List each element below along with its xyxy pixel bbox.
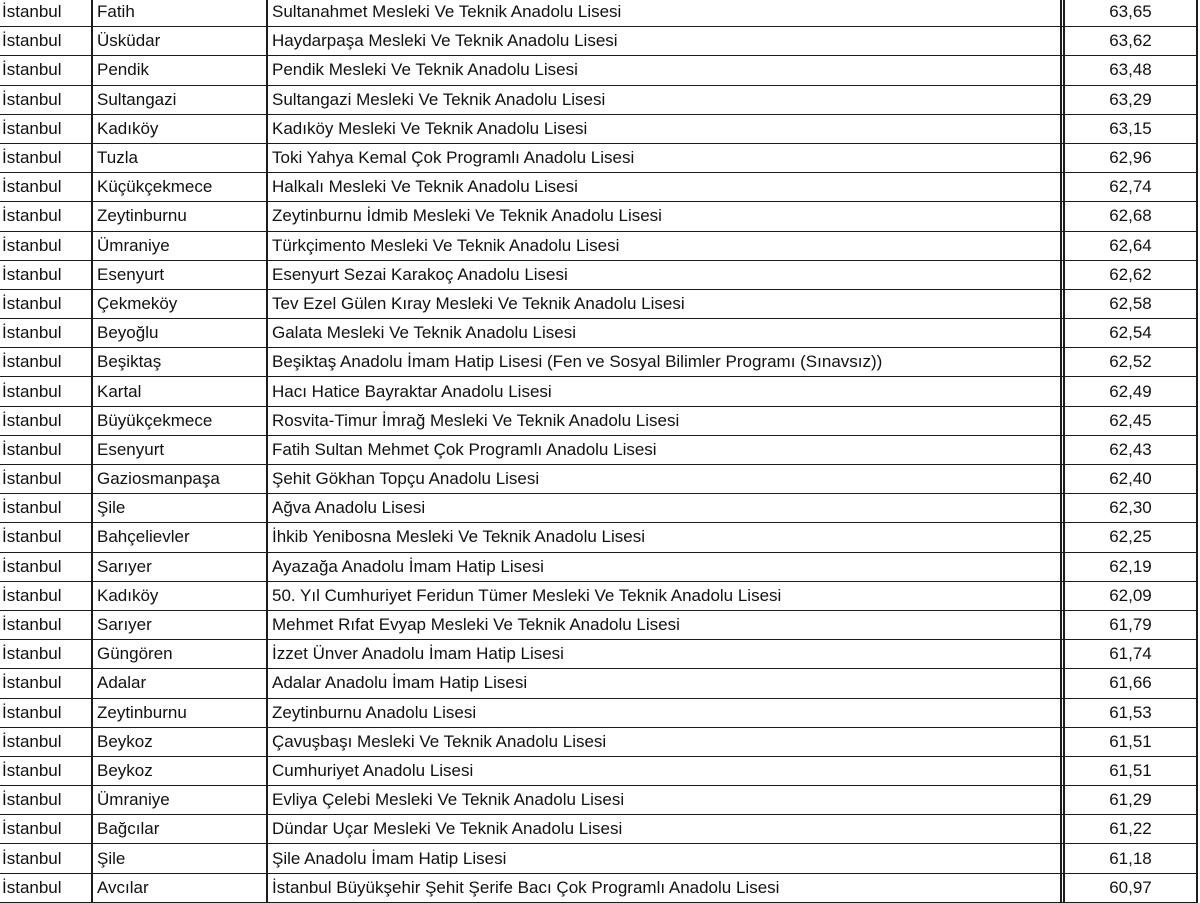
- district-cell: [92, 756, 267, 785]
- score-cell: [1064, 85, 1197, 114]
- province-cell: [0, 786, 92, 815]
- district-cell: [92, 289, 267, 318]
- province-cell: [0, 377, 92, 406]
- province-text: İstanbul: [2, 585, 62, 605]
- school-name-cell: [267, 669, 1061, 698]
- province-text: İstanbul: [2, 381, 62, 401]
- score-text: 62,96: [1109, 148, 1152, 168]
- district-text: Şile: [97, 498, 126, 518]
- table-row: [0, 231, 1200, 260]
- score-cell: [1064, 27, 1197, 56]
- district-text: Beşiktaş: [97, 352, 162, 372]
- province-text: İstanbul: [2, 264, 62, 284]
- score-cell: [1064, 143, 1197, 172]
- score-cell: [1064, 669, 1197, 698]
- school-name-cell: [267, 173, 1061, 202]
- district-text: Kartal: [97, 381, 142, 401]
- school-name-text: Şile Anadolu İmam Hatip Lisesi: [272, 848, 507, 868]
- table-row: [0, 435, 1200, 464]
- district-cell: [92, 873, 267, 902]
- school-name-cell: [267, 260, 1061, 289]
- table-row: [0, 143, 1200, 172]
- province-cell: [0, 581, 92, 610]
- district-text: Esenyurt: [97, 439, 165, 459]
- province-text: İstanbul: [2, 469, 62, 489]
- province-text: İstanbul: [2, 702, 62, 722]
- school-name-cell: [267, 465, 1061, 494]
- score-cell: [1064, 465, 1197, 494]
- school-name-text: Zeytinburnu Anadolu Lisesi: [272, 702, 477, 722]
- school-name-cell: [267, 581, 1061, 610]
- province-cell: [0, 406, 92, 435]
- province-cell: [0, 0, 92, 27]
- score-text: 63,65: [1109, 2, 1152, 22]
- district-cell: [92, 727, 267, 756]
- province-text: İstanbul: [2, 644, 62, 664]
- province-text: İstanbul: [2, 790, 62, 810]
- school-name-cell: [267, 143, 1061, 172]
- province-text: İstanbul: [2, 293, 62, 313]
- table-row: [0, 85, 1200, 114]
- school-name-text: Tev Ezel Gülen Kıray Mesleki Ve Teknik Anadolu Lisesi: [272, 293, 685, 313]
- school-name-text: Pendik Mesleki Ve Teknik Anadolu Lisesi: [272, 60, 578, 80]
- district-text: Üsküdar: [97, 31, 161, 51]
- district-cell: [92, 815, 267, 844]
- table-row: [0, 173, 1200, 202]
- district-cell: [92, 523, 267, 552]
- district-text: Fatih: [97, 2, 135, 22]
- score-text: 63,62: [1109, 31, 1152, 51]
- score-cell: [1064, 0, 1197, 27]
- score-text: 62,62: [1109, 264, 1152, 284]
- province-cell: [0, 56, 92, 85]
- district-text: Esenyurt: [97, 264, 165, 284]
- district-cell: [92, 640, 267, 669]
- district-text: Zeytinburnu: [97, 206, 187, 226]
- province-text: İstanbul: [2, 352, 62, 372]
- province-text: İstanbul: [2, 148, 62, 168]
- school-name-text: Halkalı Mesleki Ve Teknik Anadolu Lisesi: [272, 177, 578, 197]
- school-name-cell: [267, 873, 1061, 902]
- province-text: İstanbul: [2, 673, 62, 693]
- score-cell: [1064, 289, 1197, 318]
- province-text: İstanbul: [2, 556, 62, 576]
- score-cell: [1064, 173, 1197, 202]
- school-name-cell: [267, 348, 1061, 377]
- province-cell: [0, 640, 92, 669]
- table-row: [0, 523, 1200, 552]
- score-cell: [1064, 231, 1197, 260]
- province-cell: [0, 465, 92, 494]
- score-cell: [1064, 260, 1197, 289]
- score-cell: [1064, 523, 1197, 552]
- school-name-text: Toki Yahya Kemal Çok Programlı Anadolu Lisesi: [272, 148, 635, 168]
- province-cell: [0, 523, 92, 552]
- province-cell: [0, 202, 92, 231]
- table-row: [0, 114, 1200, 143]
- school-name-cell: [267, 406, 1061, 435]
- province-cell: [0, 669, 92, 698]
- score-cell: [1064, 406, 1197, 435]
- district-text: Ümraniye: [97, 790, 170, 810]
- district-cell: [92, 552, 267, 581]
- school-name-text: İhkib Yenibosna Mesleki Ve Teknik Anadolu Lisesi: [272, 527, 645, 547]
- table-row: [0, 319, 1200, 348]
- school-name-text: İzzet Ünver Anadolu İmam Hatip Lisesi: [272, 644, 564, 664]
- school-name-text: Hacı Hatice Bayraktar Anadolu Lisesi: [272, 381, 552, 401]
- district-text: Beykoz: [97, 760, 153, 780]
- table-row: [0, 698, 1200, 727]
- score-cell: [1064, 202, 1197, 231]
- province-cell: [0, 494, 92, 523]
- table-row: [0, 552, 1200, 581]
- province-text: İstanbul: [2, 848, 62, 868]
- province-cell: [0, 143, 92, 172]
- score-text: 61,22: [1109, 819, 1152, 839]
- district-cell: [92, 786, 267, 815]
- district-cell: [92, 260, 267, 289]
- province-text: İstanbul: [2, 819, 62, 839]
- school-name-cell: [267, 640, 1061, 669]
- province-text: İstanbul: [2, 760, 62, 780]
- district-cell: [92, 85, 267, 114]
- table-row: [0, 465, 1200, 494]
- province-text: İstanbul: [2, 498, 62, 518]
- district-text: Bağcılar: [97, 819, 160, 839]
- school-name-cell: [267, 727, 1061, 756]
- district-cell: [92, 114, 267, 143]
- score-text: 62,40: [1109, 469, 1152, 489]
- school-name-text: Ayazağa Anadolu İmam Hatip Lisesi: [272, 556, 544, 576]
- score-text: 62,45: [1109, 410, 1152, 430]
- score-text: 63,15: [1109, 118, 1152, 138]
- district-text: Adalar: [97, 673, 147, 693]
- school-name-text: Adalar Anadolu İmam Hatip Lisesi: [272, 673, 528, 693]
- province-cell: [0, 552, 92, 581]
- district-text: Avcılar: [97, 877, 149, 897]
- province-cell: [0, 873, 92, 902]
- score-cell: [1064, 348, 1197, 377]
- district-cell: [92, 348, 267, 377]
- school-name-cell: [267, 56, 1061, 85]
- province-cell: [0, 435, 92, 464]
- province-text: İstanbul: [2, 527, 62, 547]
- school-name-text: Fatih Sultan Mehmet Çok Programlı Anadolu Lisesi: [272, 439, 657, 459]
- score-text: 62,64: [1109, 235, 1152, 255]
- score-text: 62,25: [1109, 527, 1152, 547]
- district-cell: [92, 610, 267, 639]
- province-cell: [0, 114, 92, 143]
- score-text: 63,48: [1109, 60, 1152, 80]
- score-cell: [1064, 435, 1197, 464]
- province-cell: [0, 844, 92, 873]
- table-row: [0, 756, 1200, 785]
- district-cell: [92, 465, 267, 494]
- school-name-text: Ağva Anadolu Lisesi: [272, 498, 426, 518]
- district-cell: [92, 143, 267, 172]
- table-row: [0, 56, 1200, 85]
- score-text: 61,74: [1109, 644, 1152, 664]
- district-cell: [92, 202, 267, 231]
- score-text: 62,52: [1109, 352, 1152, 372]
- score-text: 61,29: [1109, 790, 1152, 810]
- school-name-cell: [267, 0, 1061, 27]
- school-name-text: Esenyurt Sezai Karakoç Anadolu Lisesi: [272, 264, 568, 284]
- school-name-cell: [267, 756, 1061, 785]
- school-name-text: İstanbul Büyükşehir Şehit Şerife Bacı Çok Programlı Anadolu Lisesi: [272, 877, 780, 897]
- school-name-text: Mehmet Rıfat Evyap Mesleki Ve Teknik Anadolu Lisesi: [272, 615, 680, 635]
- district-cell: [92, 377, 267, 406]
- district-text: Güngören: [97, 644, 173, 664]
- table-row: [0, 873, 1200, 902]
- school-name-cell: [267, 610, 1061, 639]
- score-text: 61,18: [1109, 848, 1152, 868]
- table-row: [0, 202, 1200, 231]
- score-cell: [1064, 319, 1197, 348]
- school-name-text: Dündar Uçar Mesleki Ve Teknik Anadolu Lisesi: [272, 819, 623, 839]
- district-text: Küçükçekmece: [97, 177, 213, 197]
- province-text: İstanbul: [2, 60, 62, 80]
- school-name-cell: [267, 27, 1061, 56]
- province-cell: [0, 756, 92, 785]
- province-cell: [0, 289, 92, 318]
- district-cell: [92, 435, 267, 464]
- score-text: 61,51: [1109, 731, 1152, 751]
- school-name-text: Cumhuriyet Anadolu Lisesi: [272, 760, 474, 780]
- province-cell: [0, 610, 92, 639]
- score-text: 62,30: [1109, 498, 1152, 518]
- province-cell: [0, 348, 92, 377]
- school-name-text: Evliya Çelebi Mesleki Ve Teknik Anadolu Lisesi: [272, 790, 625, 810]
- province-cell: [0, 173, 92, 202]
- score-text: 61,51: [1109, 760, 1152, 780]
- score-cell: [1064, 494, 1197, 523]
- district-text: Zeytinburnu: [97, 702, 187, 722]
- school-name-cell: [267, 377, 1061, 406]
- table-row: [0, 786, 1200, 815]
- score-cell: [1064, 581, 1197, 610]
- district-text: Tuzla: [97, 148, 138, 168]
- table-row: [0, 377, 1200, 406]
- district-text: Ümraniye: [97, 235, 170, 255]
- school-name-cell: [267, 815, 1061, 844]
- score-cell: [1064, 698, 1197, 727]
- school-name-cell: [267, 231, 1061, 260]
- score-text: 62,49: [1109, 381, 1152, 401]
- table-row: [0, 27, 1200, 56]
- province-cell: [0, 698, 92, 727]
- score-text: 62,43: [1109, 439, 1152, 459]
- school-name-text: Çavuşbaşı Mesleki Ve Teknik Anadolu Lisesi: [272, 731, 607, 751]
- school-name-cell: [267, 523, 1061, 552]
- score-text: 61,79: [1109, 615, 1152, 635]
- score-text: 60,97: [1109, 877, 1152, 897]
- province-text: İstanbul: [2, 177, 62, 197]
- table-row: [0, 406, 1200, 435]
- district-text: Çekmeköy: [97, 293, 178, 313]
- district-text: Kadıköy: [97, 118, 159, 138]
- district-text: Kadıköy: [97, 585, 159, 605]
- score-text: 62,54: [1109, 323, 1152, 343]
- school-name-cell: [267, 202, 1061, 231]
- district-cell: [92, 844, 267, 873]
- score-text: 61,66: [1109, 673, 1152, 693]
- province-cell: [0, 727, 92, 756]
- score-cell: [1064, 552, 1197, 581]
- score-text: 61,53: [1109, 702, 1152, 722]
- table-row: [0, 581, 1200, 610]
- score-cell: [1064, 56, 1197, 85]
- district-cell: [92, 231, 267, 260]
- province-text: İstanbul: [2, 410, 62, 430]
- table-row: [0, 494, 1200, 523]
- school-name-cell: [267, 698, 1061, 727]
- province-text: İstanbul: [2, 235, 62, 255]
- score-text: 62,09: [1109, 585, 1152, 605]
- district-text: Beyoğlu: [97, 323, 159, 343]
- district-cell: [92, 494, 267, 523]
- district-cell: [92, 669, 267, 698]
- school-name-text: Kadıköy Mesleki Ve Teknik Anadolu Lisesi: [272, 118, 588, 138]
- score-cell: [1064, 756, 1197, 785]
- table-row: [0, 289, 1200, 318]
- province-text: İstanbul: [2, 877, 62, 897]
- province-text: İstanbul: [2, 2, 62, 22]
- table-row: [0, 844, 1200, 873]
- district-cell: [92, 406, 267, 435]
- score-cell: [1064, 377, 1197, 406]
- score-cell: [1064, 786, 1197, 815]
- school-name-cell: [267, 114, 1061, 143]
- province-text: İstanbul: [2, 89, 62, 109]
- district-text: Büyükçekmece: [97, 410, 213, 430]
- score-cell: [1064, 610, 1197, 639]
- province-cell: [0, 85, 92, 114]
- score-cell: [1064, 815, 1197, 844]
- school-name-text: Galata Mesleki Ve Teknik Anadolu Lisesi: [272, 323, 576, 343]
- province-text: İstanbul: [2, 31, 62, 51]
- district-text: Pendik: [97, 60, 149, 80]
- score-text: 62,19: [1109, 556, 1152, 576]
- province-text: İstanbul: [2, 439, 62, 459]
- district-cell: [92, 319, 267, 348]
- school-name-cell: [267, 844, 1061, 873]
- table-row: [0, 669, 1200, 698]
- school-name-cell: [267, 435, 1061, 464]
- province-cell: [0, 260, 92, 289]
- school-name-text: 50. Yıl Cumhuriyet Feridun Tümer Mesleki Ve Teknik Anadolu Lisesi: [272, 585, 782, 605]
- school-name-cell: [267, 786, 1061, 815]
- school-name-text: Sultanahmet Mesleki Ve Teknik Anadolu Lisesi: [272, 2, 622, 22]
- table-row: [0, 640, 1200, 669]
- school-name-text: Beşiktaş Anadolu İmam Hatip Lisesi (Fen ve Sosyal Bilimler Programı (Sınavsız)): [272, 352, 883, 372]
- school-name-cell: [267, 85, 1061, 114]
- province-text: İstanbul: [2, 323, 62, 343]
- district-text: Bahçelievler: [97, 527, 190, 547]
- score-cell: [1064, 873, 1197, 902]
- district-text: Şile: [97, 848, 126, 868]
- province-cell: [0, 815, 92, 844]
- score-text: 62,68: [1109, 206, 1152, 226]
- score-cell: [1064, 844, 1197, 873]
- province-cell: [0, 27, 92, 56]
- province-text: İstanbul: [2, 118, 62, 138]
- district-cell: [92, 27, 267, 56]
- district-text: Beykoz: [97, 731, 153, 751]
- district-text: Sultangazi: [97, 89, 177, 109]
- table-row: [0, 610, 1200, 639]
- school-name-text: Haydarpaşa Mesleki Ve Teknik Anadolu Lisesi: [272, 31, 618, 51]
- school-name-cell: [267, 552, 1061, 581]
- school-name-cell: [267, 319, 1061, 348]
- district-text: Gaziosmanpaşa: [97, 469, 220, 489]
- province-text: İstanbul: [2, 615, 62, 635]
- table-row: [0, 0, 1200, 27]
- school-name-text: Türkçimento Mesleki Ve Teknik Anadolu Lisesi: [272, 235, 620, 255]
- school-name-cell: [267, 494, 1061, 523]
- school-name-text: Zeytinburnu İdmib Mesleki Ve Teknik Anadolu Lisesi: [272, 206, 662, 226]
- table-row: [0, 727, 1200, 756]
- score-cell: [1064, 114, 1197, 143]
- score-cell: [1064, 640, 1197, 669]
- table-row: [0, 348, 1200, 377]
- province-cell: [0, 231, 92, 260]
- school-name-cell: [267, 289, 1061, 318]
- school-name-text: Sultangazi Mesleki Ve Teknik Anadolu Lisesi: [272, 89, 606, 109]
- score-cell: [1064, 727, 1197, 756]
- school-name-text: Şehit Gökhan Topçu Anadolu Lisesi: [272, 469, 540, 489]
- table-row: [0, 815, 1200, 844]
- district-cell: [92, 173, 267, 202]
- score-text: 62,74: [1109, 177, 1152, 197]
- score-text: 62,58: [1109, 293, 1152, 313]
- district-cell: [92, 0, 267, 27]
- province-cell: [0, 319, 92, 348]
- province-text: İstanbul: [2, 731, 62, 751]
- school-name-text: Rosvita-Timur İmrağ Mesleki Ve Teknik Anadolu Lisesi: [272, 410, 680, 430]
- district-cell: [92, 56, 267, 85]
- score-text: 63,29: [1109, 89, 1152, 109]
- district-cell: [92, 581, 267, 610]
- province-text: İstanbul: [2, 206, 62, 226]
- table-row: [0, 260, 1200, 289]
- district-text: Sarıyer: [97, 615, 152, 635]
- district-text: Sarıyer: [97, 556, 152, 576]
- district-cell: [92, 698, 267, 727]
